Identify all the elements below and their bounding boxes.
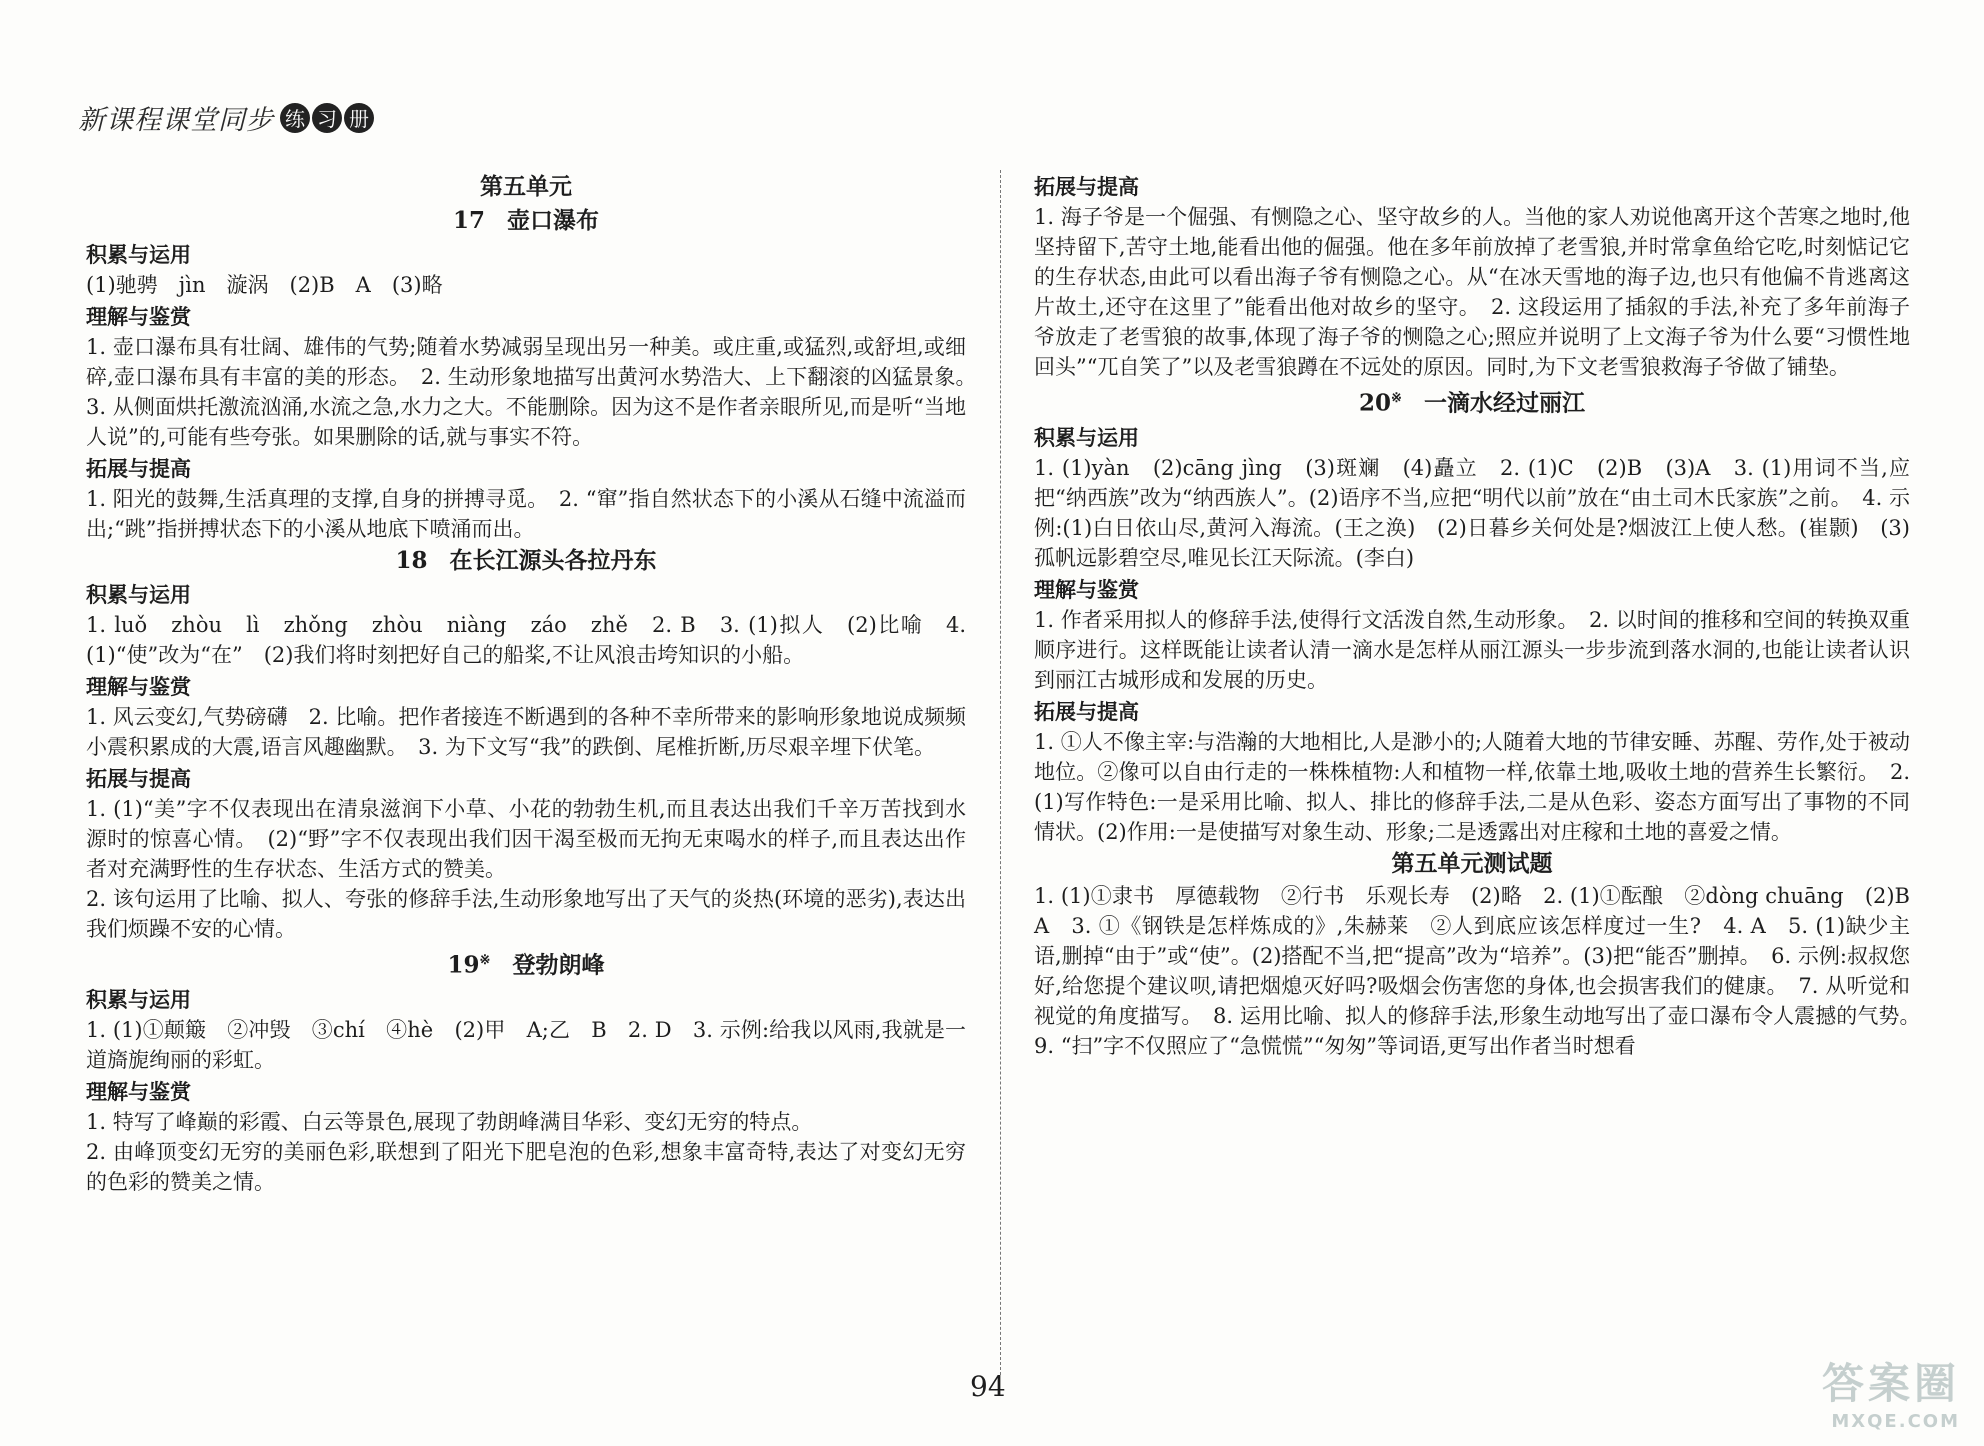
lesson-number: 18 <box>395 547 428 574</box>
right-column <box>1034 170 1931 1061</box>
left-column <box>86 170 987 1197</box>
lesson-20-title <box>1034 382 1910 421</box>
optional-mark: ※ <box>479 953 491 968</box>
section-heading: 理解与鉴赏 <box>86 1079 191 1104</box>
unit-test-title: 第五单元测试题 <box>1391 849 1553 877</box>
answer-paragraph: 1. (1)yàn (2)cāng jìng (3)斑斓 (4)矗立 2. (1)C (2)B (3)A 3. (1)用词不当,应把“纳西族”改为“纳西族人”。(2)语序不当,应把“明代以前”放在“由土司木氏家族”之前。 4. 示例:(1)白日依山尽,黄河入海流。(王之涣) (2)日暮乡关何处是?烟波江上使人愁。(崔颢) (3)孤帆远影碧空尽,唯见长江天际流。(李白) <box>1034 455 1910 570</box>
watermark-logo <box>1822 1351 1960 1432</box>
answer-paragraph: 1. 作者采用拟人的修辞手法,使得行文活泼自然,生动形象。 2. 以时间的推移和空间的转换双重顺序进行。这样既能让读者认清一滴水是怎样从丽江源头一步步流到落水洞的,也能让读者认识到丽江古城形成和发展的历史。 <box>1034 607 1910 692</box>
lesson-name: 壶口瀑布 <box>507 207 599 234</box>
book-header <box>78 98 374 137</box>
section-heading: 积累与运用 <box>86 243 191 267</box>
answer-paragraph: 1. 海子爷是一个倔强、有恻隐之心、坚守故乡的人。当他的家人劝说他离开这个苦寒之地时,他坚持留下,苦守土地,能看出他的倔强。他在多年前放掉了老雪狼,并时常拿鱼给它吃,时刻惦记它的生存状态,由此可以看出海子爷有恻隐之心。从“在冰天雪地的海子边,也只有他偏不肯逃离这片故土,还守在这里了”能看出他对故乡的坚守。 2. 这段运用了插叙的手法,补充了多年前海子爷放走了老雪狼的故事,体现了海子爷的恻隐之心;照应并说明了上文海子爷为什么要“习惯性地回头”“兀自笑了”以及老雪狼蹲在不远处的原因。同时,为下文老雪狼救海子爷做了铺垫。 <box>1034 205 1910 379</box>
badge-3: 册 <box>344 103 374 133</box>
section-heading: 拓展与提高 <box>1034 175 1139 199</box>
page-number: 94 <box>970 1370 1006 1403</box>
answer-paragraph: 2. 该句运用了比喻、拟人、夸张的修辞手法,生动形象地写出了天气的炎热(环境的恶劣),表达出我们烦躁不安的心情。 <box>86 887 966 941</box>
watermark-main: 答案圈 <box>1821 1359 1960 1408</box>
section-heading: 拓展与提高 <box>86 767 191 791</box>
answer-paragraph: 1. ①人不像主宰:与浩瀚的大地相比,人是渺小的;人随着大地的节律安睡、苏醒、劳作,处于被动地位。②像可以自由行走的一株株植物:人和植物一样,依靠土地,吸收土地的营养生长繁衍。 2. (1)写作特色:一是采用比喻、拟人、排比的修辞手法,二是从色彩、姿态方面写出了事物的不同情状。(2)作用:一是使描写对象生动、形象;二是透露出对庄稼和土地的喜爱之情。 <box>1034 729 1910 844</box>
answer-paragraph: 2. 由峰顶变幻无穷的美丽色彩,联想到了阳光下肥皂泡的色彩,想象丰富奇特,表达了对变幻无穷的色彩的赞美之情。 <box>86 1139 966 1194</box>
answer-paragraph: 1. 阳光的鼓舞,生活真理的支撑,自身的拼搏寻觅。 2. “窜”指自然状态下的小溪从石缝中流溢而出;“跳”指拼搏状态下的小溪从地底下喷涌而出。 <box>86 487 966 541</box>
brand-badges <box>280 103 374 133</box>
brand-title: 新课程课堂同步 <box>78 105 274 136</box>
lesson-name: 一滴水经过丽江 <box>1423 389 1585 417</box>
lesson-name: 登勃朗峰 <box>512 951 605 979</box>
unit-title: 第五单元 <box>480 173 572 200</box>
section-heading: 理解与鉴赏 <box>86 305 191 329</box>
lesson-19-title <box>86 944 966 983</box>
answer-paragraph: 1. 风云变幻,气势磅礴 2. 比喻。把作者接连不断遇到的各种不幸所带来的影响形象地说成频频小震积累成的大震,语言风趣幽默。 3. 为下文写“我”的跌倒、尾椎折断,历尽艰辛埋下伏笔。 <box>86 705 966 759</box>
section-heading: 拓展与提高 <box>86 457 191 481</box>
answer-paragraph: (1)驰骋 jìn 漩涡 (2)B A (3)略 <box>86 273 443 297</box>
watermark-sub: MXQE.COM <box>1831 1411 1960 1432</box>
badge-2: 习 <box>312 103 342 133</box>
lesson-number: 17 <box>452 207 485 234</box>
section-heading: 积累与运用 <box>86 987 191 1012</box>
lesson-18-title <box>86 544 966 578</box>
answer-paragraph: 1. luǒ zhòu lì zhǒng zhòu niàng záo zhě 2. B 3. (1)拟人 (2)比喻 4. (1)“使”改为“在” (2)我们将时刻把好自己的船桨,不让风浪击垮知识的小船。 <box>86 613 966 667</box>
section-heading: 积累与运用 <box>86 583 191 607</box>
optional-mark: ※ <box>1391 391 1402 406</box>
answer-paragraph: 1. 特写了峰巅的彩霞、白云等景色,展现了勃朗峰满目华彩、变幻无穷的特点。 <box>86 1109 813 1134</box>
lesson-name: 在长江源头各拉丹东 <box>449 547 657 574</box>
column-divider <box>1000 170 1001 1375</box>
section-heading: 理解与鉴赏 <box>1034 577 1139 602</box>
section-heading: 拓展与提高 <box>1034 699 1139 724</box>
section-heading: 理解与鉴赏 <box>86 675 191 699</box>
lesson-17-title <box>86 204 966 238</box>
section-heading: 积累与运用 <box>1034 425 1139 450</box>
answer-paragraph: 1. (1)①隶书 厚德载物 ②行书 乐观长寿 (2)略 2. (1)①酝酿 ②dòng chuāng (2)B A 3. ①《钢铁是怎样炼成的》,朱赫莱 ②人到底应该怎样度过一生? 4. A 5. (1)缺少主语,删掉“由于”或“使”。(2)搭配不当,把“提高”改为“培养”。(3)把“能否”删掉。 6. 示例:叔叔您好,给您提个建议呗,请把烟熄灭好吗?吸烟会伤害您的身体,也会损害我们的健康。 7. 从听觉和视觉的角度描写。 8. 运用比喻、拟人的修辞手法,形象生动地写出了壶口瀑布令人震撼的气势。 9. “扫”字不仅照应了“急慌慌”“匆匆”等词语,更写出作者当时想看 <box>1034 883 1931 1058</box>
lesson-number: 20 <box>1359 389 1392 417</box>
answer-paragraph: 1. 壶口瀑布具有壮阔、雄伟的气势;随着水势减弱呈现出另一种美。或庄重,或猛烈,或舒坦,或细碎,壶口瀑布具有丰富的美的形态。 2. 生动形象地描写出黄河水势浩大、上下翻滚的凶猛景象。 3. 从侧面烘托激流汹涌,水流之急,水力之大。不能删除。因为这不是作者亲眼所见,而是听“当地人说”的,可能有些夸张。如果删除的话,就与事实不符。 <box>86 335 987 449</box>
answer-paragraph: 1. (1)①颠簸 ②冲毁 ③chí ④hè (2)甲 A;乙 B 2. D 3. 示例:给我以风雨,我就是一道旖旎绚丽的彩虹。 <box>86 1017 966 1072</box>
answer-paragraph: 1. (1)“美”字不仅表现出在清泉滋润下小草、小花的勃勃生机,而且表达出我们千辛万苦找到水源时的惊喜心情。 (2)“野”字不仅表现出我们因干渴至极而无拘无束喝水的样子,而且表达出作者对充满野性的生存状态、生活方式的赞美。 <box>86 797 966 881</box>
lesson-number: 19 <box>447 951 480 979</box>
badge-1: 练 <box>280 103 310 133</box>
